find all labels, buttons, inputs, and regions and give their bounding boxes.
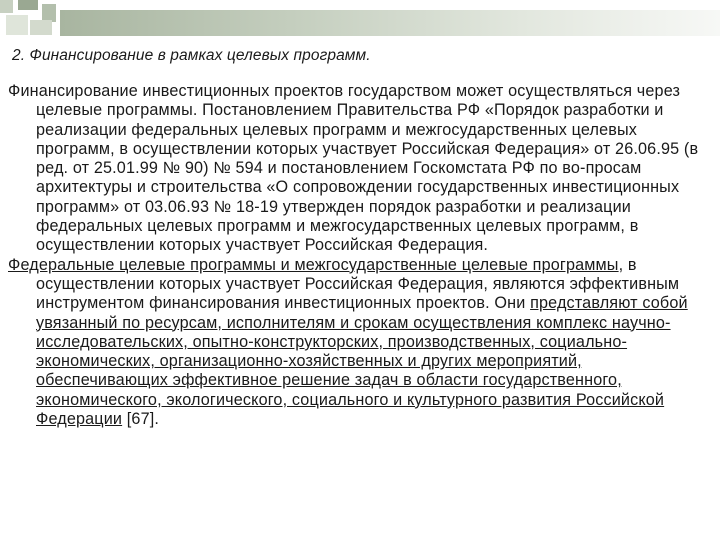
underlined-phrase: представляют собой увязанный по ресурсам, исполнителям и срокам осуществления комплекс научно-исследовательских, опытно-конструкторских, производственных, социально-экономических, организационно-хозяйственных и других мероприятий, обеспечивающих эффективное решение задач в области государственного, экономического, экологического, социального и культурного развития Российской Федерации (36, 294, 688, 429)
slide-body (8, 82, 712, 429)
decorative-square (30, 20, 52, 35)
decorative-header (0, 0, 720, 36)
header-gradient-bar (60, 10, 720, 36)
slide-title: 2. Финансирование в рамках целевых программ. (12, 47, 371, 64)
paragraph-2 (8, 256, 712, 430)
underlined-phrase: Федеральные целевые программы и межгосударственные целевые программы (8, 255, 619, 274)
paragraph-text: , в осуществлении которых участвует Российская Федерация, являются эффективным инструментом финансирования инвестиционных проектов. Они (36, 255, 680, 313)
paragraph-text: [67]. (122, 410, 160, 429)
decorative-square (18, 0, 38, 10)
decorative-square (0, 0, 13, 13)
paragraph-1: Финансирование инвестиционных проектов государством может осуществляться через целевые программы. Постановлением Правительства РФ «Порядок разработки и реализации федеральных целевых программ и межгосударственных целевых программ, в осуществлении которых участвует Российская Федерация» от 26.06.95 (в ред. от 25.01.99 № 90) № 594 и постановлением Госкомстата РФ по во-просам архитектуры и строительства «О сопровождении государственных инвестиционных программ» от 03.06.93 № 18-19 утвержден порядок разработки и реализации федеральных целевых программ и межгосударственных целевых программ, в осуществлении которых участвует Российская Федерация. (8, 82, 699, 255)
decorative-square (6, 15, 28, 35)
